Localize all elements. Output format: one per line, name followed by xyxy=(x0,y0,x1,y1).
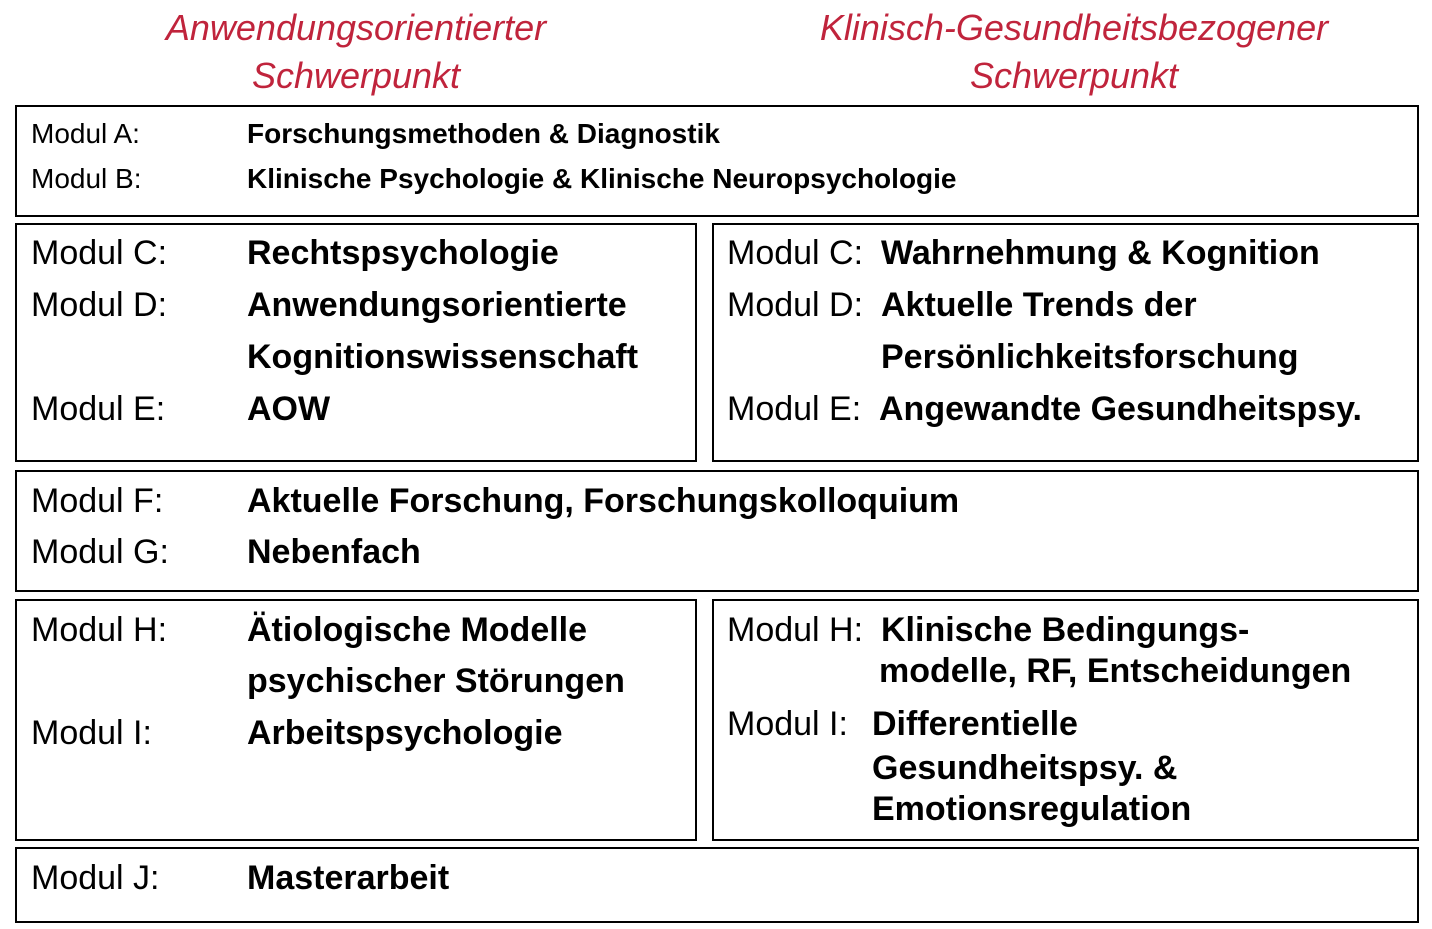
applied-module-d-label: Modul D: xyxy=(31,286,168,324)
header-applied-line2: Schwerpunkt xyxy=(251,55,461,96)
module-f-label: Modul F: xyxy=(31,482,164,520)
clinical-module-i-title-line3: Emotionsregulation xyxy=(872,790,1192,828)
module-a-title: Forschungsmethoden & Diagnostik xyxy=(247,118,720,149)
applied-module-e-label: Modul E: xyxy=(31,390,166,428)
applied-module-d-title-line1: Anwendungsorientierte xyxy=(247,286,627,324)
clinical-module-e-title: Angewandte Gesundheitspsy. xyxy=(879,390,1363,428)
module-g-title: Nebenfach xyxy=(247,533,421,571)
module-a-label: Modul A: xyxy=(31,118,140,149)
box-common-bottom xyxy=(15,847,1419,923)
header-clinical-focus xyxy=(716,4,1432,100)
module-b-title: Klinische Psychologie & Klinische Neuropsychologie xyxy=(247,163,957,194)
applied-module-i-title: Arbeitspsychologie xyxy=(247,714,563,752)
clinical-module-d-label: Modul D: xyxy=(727,286,864,324)
module-j-title: Masterarbeit xyxy=(247,859,450,897)
clinical-module-c-title: Wahrnehmung & Kognition xyxy=(881,234,1320,272)
applied-module-c-title: Rechtspsychologie xyxy=(247,234,559,272)
clinical-module-e-label: Modul E: xyxy=(727,390,862,428)
module-f-title: Aktuelle Forschung, Forschungskolloquium xyxy=(247,482,960,520)
module-j-label: Modul J: xyxy=(31,859,160,897)
applied-module-h-title-line2: psychischer Störungen xyxy=(247,662,625,700)
applied-module-d-title-line2: Kognitionswissenschaft xyxy=(247,338,639,376)
clinical-module-h-label: Modul H: xyxy=(727,611,864,649)
clinical-module-h-title-line1: Klinische Bedingungs- xyxy=(881,611,1250,649)
applied-module-i-label: Modul I: xyxy=(31,714,152,752)
header-applied-line1: Anwendungsorientierter xyxy=(165,7,547,48)
header-clinical-line2: Schwerpunkt xyxy=(969,55,1179,96)
clinical-module-i-label: Modul I: xyxy=(727,705,848,743)
module-b-label: Modul B: xyxy=(31,163,142,194)
header-applied-focus xyxy=(16,4,696,100)
clinical-module-d-title-line1: Aktuelle Trends der xyxy=(881,286,1197,324)
module-g-label: Modul G: xyxy=(31,533,169,571)
applied-module-c-label: Modul C: xyxy=(31,234,168,272)
applied-module-e-title: AOW xyxy=(247,390,331,428)
clinical-module-c-label: Modul C: xyxy=(727,234,864,272)
header-clinical-line1: Klinisch-Gesundheitsbezogener xyxy=(819,7,1329,48)
clinical-module-i-title-line1: Differentielle xyxy=(872,705,1078,743)
applied-module-h-label: Modul H: xyxy=(31,611,168,649)
clinical-module-d-title-line2: Persönlichkeitsforschung xyxy=(881,338,1299,376)
clinical-module-h-title-line2: modelle, RF, Entscheidungen xyxy=(879,652,1352,690)
clinical-module-i-title-line2: Gesundheitspsy. & xyxy=(872,749,1178,787)
applied-module-h-title-line1: Ätiologische Modelle xyxy=(247,611,588,649)
